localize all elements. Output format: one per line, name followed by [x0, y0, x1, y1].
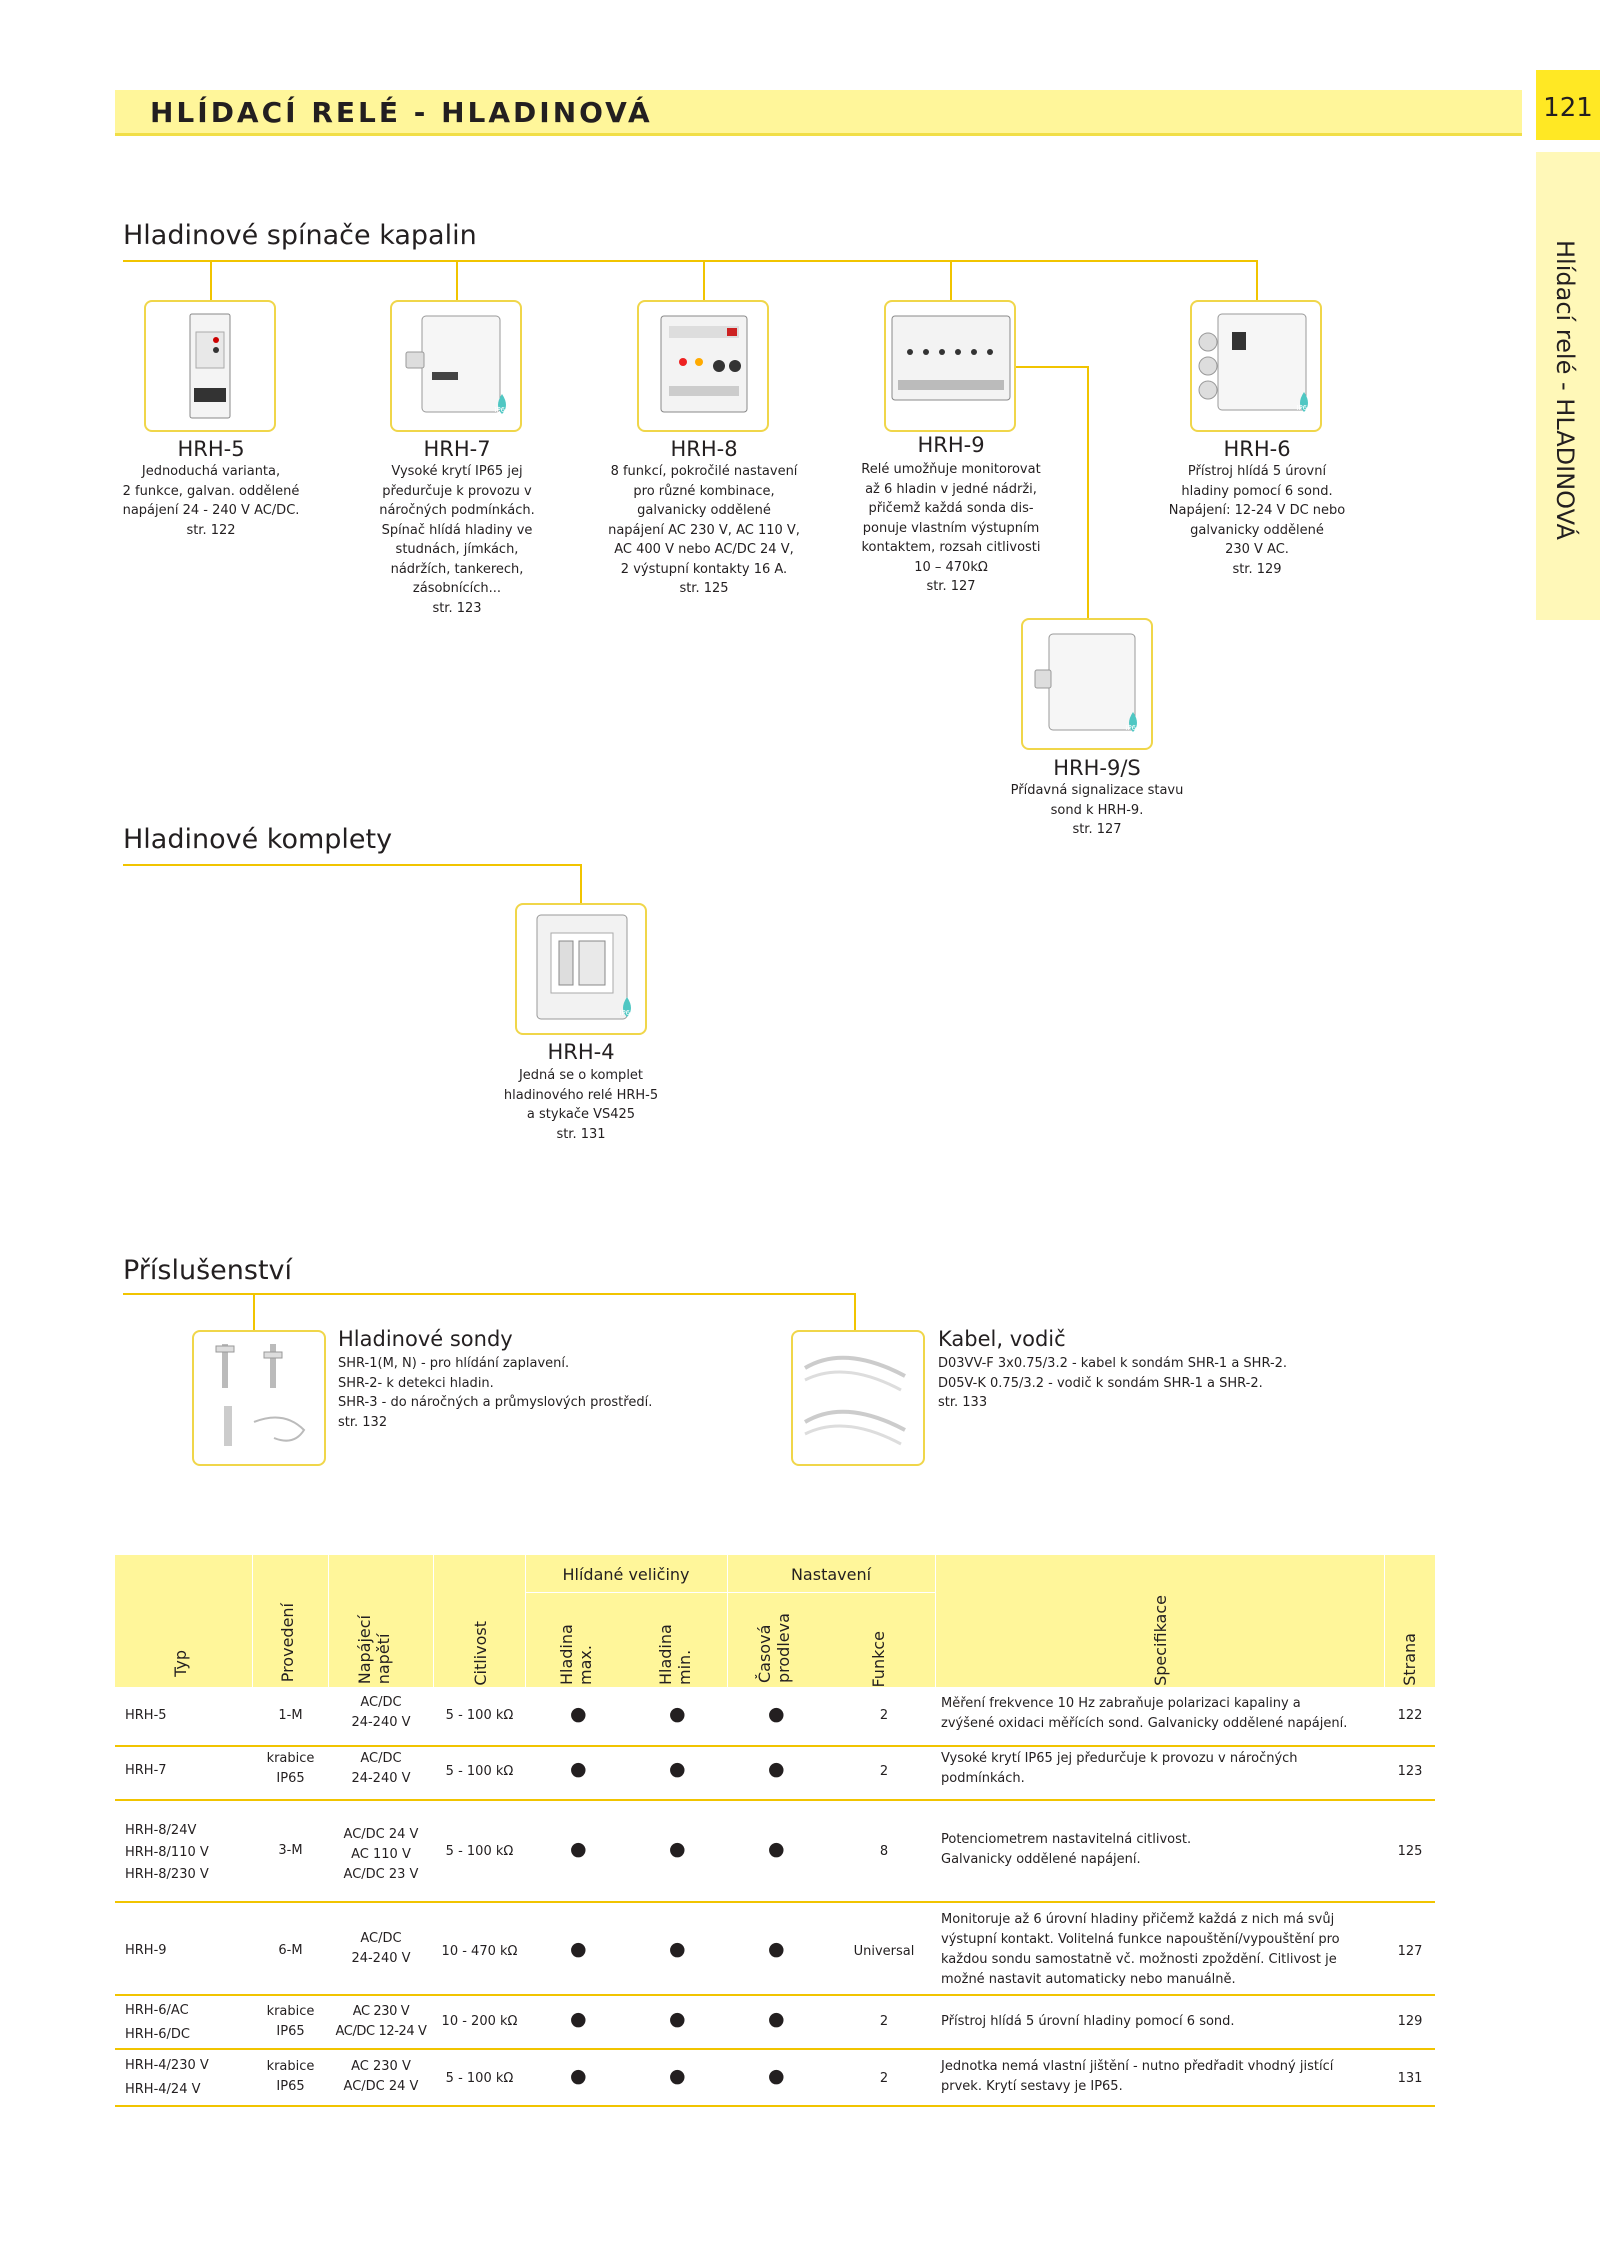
product-title-hrh5: HRH-5	[177, 437, 245, 461]
header-typ: Typ	[171, 1650, 190, 1677]
product-title-hrh7: HRH-7	[423, 437, 491, 461]
table-dot: ●	[570, 1838, 587, 1860]
table-cell-strana: 125	[1397, 1844, 1423, 1859]
table-dot: ●	[669, 1938, 686, 1960]
din-relay-1m-icon	[146, 302, 274, 430]
table-cell-typ: HRH-5	[125, 1708, 167, 1723]
table-cell-funkce: 8	[879, 1844, 889, 1859]
table-cell-citlivost: 5 - 100 kΩ	[445, 1764, 514, 1779]
table-cell-citlivost: 5 - 100 kΩ	[445, 1708, 514, 1723]
ip65-box-icon	[1023, 620, 1151, 748]
product-title-hrh6: HRH-6	[1223, 437, 1291, 461]
section-title-kits: Hladinové komplety	[123, 824, 393, 855]
product-image-hrh4	[515, 903, 647, 1035]
table-cell-spec: Jednotka nemá vlastní jištění - nutno předřadit vhodný jistící prvek. Krytí sestavy je IP65.	[941, 2059, 1334, 2094]
table-dot: ●	[669, 1703, 686, 1725]
table-cell-citlivost: 10 - 200 kΩ	[441, 2014, 518, 2029]
header-hladina-max: Hladina max.	[557, 1624, 595, 1685]
table-cell-provedeni: 1-M	[278, 1708, 303, 1723]
table-cell-citlivost: 5 - 100 kΩ	[445, 1844, 514, 1859]
table-cell-provedeni: krabice IP65	[266, 2059, 315, 2094]
ip65-box-glands-icon	[1192, 302, 1320, 430]
product-desc-hrh6: Přístroj hlídá 5 úrovní hladiny pomocí 6 sond. Napájení: 12-24 V DC nebo galvanicky oddělené 230 V AC. str. 129	[1168, 464, 1346, 577]
table-dot: ●	[570, 1938, 587, 1960]
table-dot: ●	[768, 1758, 785, 1780]
connector-line	[1256, 260, 1258, 300]
product-image-hrh8	[637, 300, 769, 432]
table-cell-napajeni: AC/DC 24-240 V	[351, 1695, 411, 1730]
table-cell-citlivost: 10 - 470 kΩ	[441, 1944, 518, 1959]
page-number: 121	[1543, 93, 1593, 123]
din-relay-6m-icon	[886, 302, 1014, 430]
table-cell-provedeni: 6-M	[278, 1943, 303, 1958]
table-dot: ●	[669, 2065, 686, 2087]
table-cell-funkce: 2	[879, 1708, 889, 1723]
table-cell-napajeni: AC/DC 24-240 V	[351, 1751, 411, 1786]
table-cell-funkce: 2	[879, 2071, 889, 2086]
table-dot: ●	[570, 1758, 587, 1780]
table-dot: ●	[768, 1938, 785, 1960]
accessory-title-probes: Hladinové sondy	[338, 1327, 513, 1351]
header-napajeci: Napájecí napětí	[355, 1615, 393, 1685]
product-desc-hrh5: Jednoduchá varianta, 2 funkce, galvan. oddělené napájení 24 - 240 V AC/DC. str. 122	[122, 464, 300, 538]
table-cell-spec: Vysoké krytí IP65 jej předurčuje k provozu v náročných podmínkách.	[941, 1751, 1298, 1786]
table-cell-typ: HRH-9	[125, 1943, 167, 1958]
din-relay-3m-icon	[639, 302, 767, 430]
section-title-liquid-switches: Hladinové spínače kapalin	[123, 220, 477, 251]
ip65-box-icon	[392, 302, 520, 430]
accessory-image-cable	[791, 1330, 925, 1466]
connector-line	[123, 260, 1258, 262]
product-title-hrh4: HRH-4	[547, 1040, 615, 1064]
table-cell-napajeni: AC 230 V AC/DC 12-24 V	[335, 2004, 427, 2039]
table-cell-provedeni: 3-M	[278, 1843, 303, 1858]
table-cell-typ: HRH-7	[125, 1763, 167, 1778]
table-cell-funkce: Universal	[853, 1944, 915, 1959]
side-tab-label: Hlídací relé - HLADINOVÁ	[1551, 240, 1579, 540]
table-dot: ●	[768, 2008, 785, 2030]
section-title-accessories: Příslušenství	[123, 1255, 293, 1286]
connector-line	[1087, 366, 1089, 618]
table-dot: ●	[669, 1838, 686, 1860]
connector-line	[950, 260, 952, 300]
table-cell-funkce: 2	[879, 2014, 889, 2029]
connector-line	[456, 260, 458, 300]
table-dot: ●	[669, 1758, 686, 1780]
table-cell-strana: 122	[1397, 1708, 1423, 1723]
table-dot: ●	[768, 1703, 785, 1725]
product-title-hrh8: HRH-8	[670, 437, 738, 461]
accessory-title-cable: Kabel, vodič	[938, 1327, 1066, 1351]
svg-text:IP65: IP65	[1125, 724, 1141, 732]
accessory-desc-probes: SHR-1(M, N) - pro hlídání zaplavení. SHR-2- k detekci hladin. SHR-3 - do náročných a průmyslových prostředí. str. 132	[338, 1356, 653, 1430]
accessory-image-probes	[192, 1330, 326, 1466]
table-cell-provedeni: krabice IP65	[266, 1751, 315, 1786]
cable-icon	[793, 1332, 923, 1462]
table-cell-napajeni: AC/DC 24 V AC 110 V AC/DC 23 V	[343, 1827, 419, 1882]
table-cell-spec: Přístroj hlídá 5 úrovní hladiny pomocí 6 sond.	[941, 2014, 1235, 2029]
svg-text:IP65: IP65	[494, 406, 510, 414]
kit-box-icon	[517, 905, 645, 1033]
table-cell-typ: HRH-4/230 V HRH-4/24 V	[125, 2058, 209, 2097]
table-dot: ●	[570, 2065, 587, 2087]
table-cell-provedeni: krabice IP65	[266, 2004, 315, 2039]
header-strana: Strana	[1400, 1633, 1419, 1686]
connector-line	[253, 1293, 255, 1331]
svg-text:IP65: IP65	[619, 1009, 635, 1017]
connector-line	[123, 864, 582, 866]
table-dot: ●	[768, 2065, 785, 2087]
connector-line	[703, 260, 705, 300]
svg-text:IP65: IP65	[1296, 404, 1312, 412]
table-cell-citlivost: 5 - 100 kΩ	[445, 2071, 514, 2086]
table-dot: ●	[570, 1703, 587, 1725]
product-desc-hrh9s: Přídavná signalizace stavu sond k HRH-9. str. 127	[1010, 783, 1184, 837]
table-cell-spec: Měření frekvence 10 Hz zabraňuje polarizaci kapaliny a zvýšené oxidaci měřících sond. Galvanicky oddělené napájení.	[941, 1696, 1348, 1731]
product-image-hrh9	[884, 300, 1016, 432]
table-cell-funkce: 2	[879, 1764, 889, 1779]
header-funkce: Funkce	[869, 1631, 888, 1688]
header-provedeni: Provedení	[278, 1603, 297, 1683]
table-cell-strana: 129	[1397, 2014, 1423, 2029]
accessory-desc-cable: D03VV-F 3x0.75/3.2 - kabel k sondám SHR-1 a SHR-2. D05V-K 0.75/3.2 - vodič k sondám SHR-1 a SHR-2. str. 133	[938, 1356, 1288, 1410]
connector-line	[123, 1293, 856, 1295]
table-cell-strana: 131	[1397, 2071, 1423, 2086]
product-desc-hrh8: 8 funkcí, pokročilé nastavení pro různé kombinace, galvanicky oddělené napájení AC 230 V, AC 110 V, AC 400 V nebo AC/DC 24 V, 2 výstupní kontakty 16 A. str. 125	[608, 464, 800, 596]
connector-line	[1016, 366, 1088, 368]
product-image-hrh5	[144, 300, 276, 432]
table-cell-spec: Potenciometrem nastavitelná citlivost. Galvanicky oddělené napájení.	[941, 1832, 1192, 1867]
connector-line	[854, 1293, 856, 1331]
header-casova: Časová prodleva	[755, 1613, 793, 1683]
product-image-hrh7	[390, 300, 522, 432]
product-desc-hrh4: Jedná se o komplet hladinového relé HRH-5 a stykače VS425 str. 131	[503, 1068, 659, 1142]
product-image-hrh9s	[1021, 618, 1153, 750]
product-title-hrh9s: HRH-9/S	[1053, 756, 1141, 780]
table-cell-strana: 123	[1397, 1764, 1423, 1779]
connector-line	[210, 260, 212, 300]
page-title: HLÍDACÍ RELÉ - HLADINOVÁ	[150, 96, 653, 129]
table-cell-spec: Monitoruje až 6 úrovní hladiny přičemž každá z nich má svůj výstupní kontakt. Volitelná funkce napouštění/vypouštění pro každou sondu samostatně vč. možnosti zpoždění. Citlivost je možné nastavit automaticky nebo manuálně.	[941, 1912, 1340, 1987]
table-cell-napajeni: AC 230 V AC/DC 24 V	[343, 2059, 419, 2094]
table-dot: ●	[768, 1838, 785, 1860]
table-cell-typ: HRH-8/24V HRH-8/110 V HRH-8/230 V	[125, 1823, 209, 1882]
group-settings: Nastavení	[790, 1565, 872, 1584]
table-dot: ●	[669, 2008, 686, 2030]
product-desc-hrh7: Vysoké krytí IP65 jej předurčuje k provozu v náročných podmínkách. Spínač hlídá hladiny ve studnách, jímkách, nádržích, tankerech, zásobnících... str. 123	[379, 464, 535, 616]
group-monitored: Hlídané veličiny	[562, 1565, 690, 1584]
product-title-hrh9: HRH-9	[917, 433, 985, 457]
header-hladina-min: Hladina min.	[656, 1624, 694, 1685]
table-cell-strana: 127	[1397, 1944, 1423, 1959]
level-probe-icon	[194, 1332, 324, 1462]
header-specifikace: Specifikace	[1151, 1595, 1170, 1686]
product-desc-hrh9: Relé umožňuje monitorovat až 6 hladin v jedné nádrži, přičemž každá sonda dis- ponuje vlastním výstupním kontaktem, rozsah citlivosti 10 – 470kΩ str. 127	[861, 462, 1041, 594]
header-citlivost: Citlivost	[471, 1621, 490, 1686]
table-dot: ●	[570, 2008, 587, 2030]
table-cell-napajeni: AC/DC 24-240 V	[351, 1931, 411, 1966]
table-cell-typ: HRH-6/AC HRH-6/DC	[125, 2003, 191, 2042]
product-image-hrh6	[1190, 300, 1322, 432]
connector-line	[580, 864, 582, 904]
